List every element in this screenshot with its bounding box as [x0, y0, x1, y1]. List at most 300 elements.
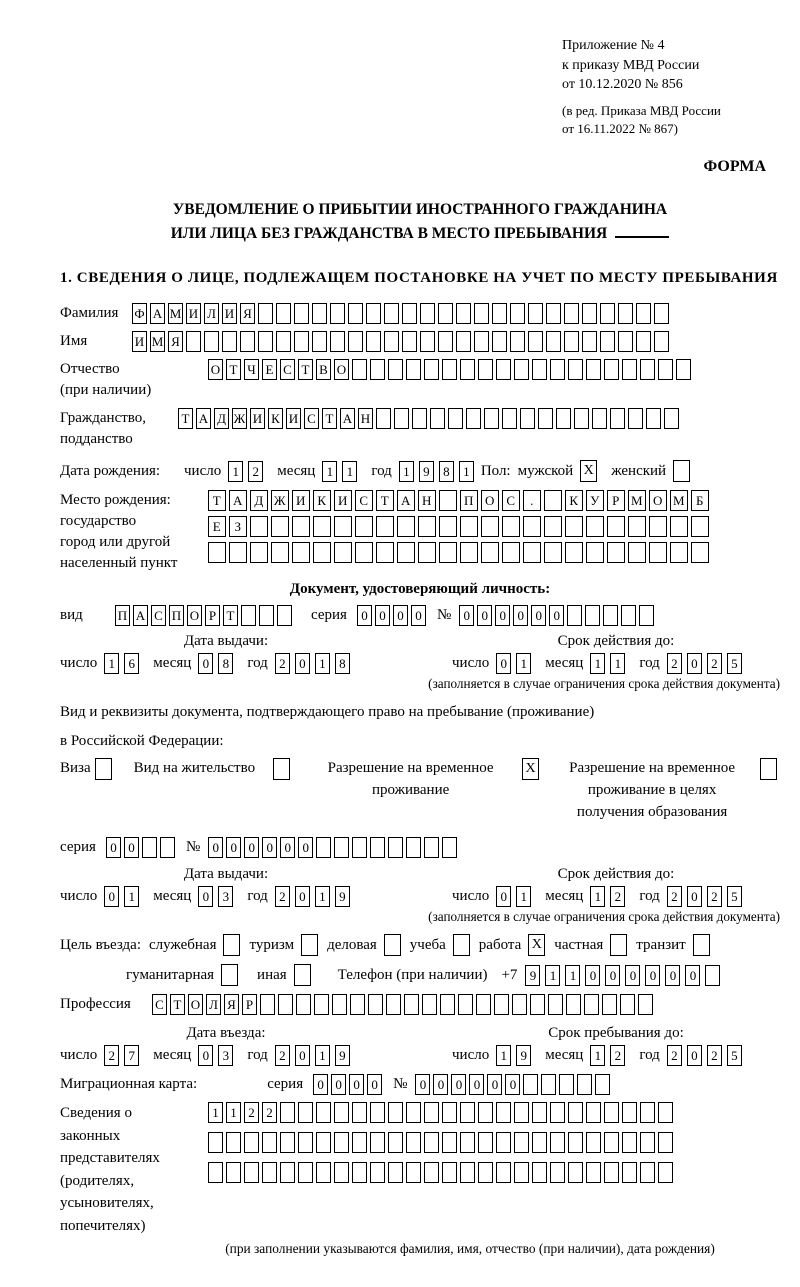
form-cell[interactable]: Л: [204, 303, 219, 324]
form-cell[interactable]: Р: [242, 994, 257, 1015]
form-cell[interactable]: [564, 331, 579, 352]
form-cell[interactable]: [240, 331, 255, 352]
form-cell[interactable]: 1: [226, 1102, 241, 1123]
form-cell[interactable]: [481, 542, 499, 563]
form-cell[interactable]: [484, 408, 499, 429]
form-cell[interactable]: [226, 1162, 241, 1183]
form-cell[interactable]: 3: [218, 1045, 233, 1066]
form-cell[interactable]: 0: [393, 605, 408, 626]
form-cell[interactable]: [460, 542, 478, 563]
form-cell[interactable]: 0: [298, 837, 313, 858]
form-cell[interactable]: 0: [124, 837, 139, 858]
purpose-transit-checkbox[interactable]: [693, 934, 710, 956]
form-cell[interactable]: [567, 605, 582, 626]
form-cell[interactable]: Н: [358, 408, 373, 429]
form-cell[interactable]: [502, 542, 520, 563]
form-cell[interactable]: [618, 303, 633, 324]
form-cell[interactable]: [330, 331, 345, 352]
form-cell[interactable]: [384, 331, 399, 352]
form-cell[interactable]: И: [292, 490, 310, 511]
form-cell[interactable]: [458, 994, 473, 1015]
form-cell[interactable]: 0: [208, 837, 223, 858]
form-cell[interactable]: 0: [198, 886, 213, 907]
form-cell[interactable]: [384, 303, 399, 324]
form-cell[interactable]: [514, 1132, 529, 1153]
form-cell[interactable]: [523, 542, 541, 563]
form-cell[interactable]: [397, 516, 415, 537]
form-cell[interactable]: [420, 331, 435, 352]
form-cell[interactable]: 0: [104, 886, 119, 907]
residence-permit-checkbox[interactable]: [273, 758, 290, 780]
form-cell[interactable]: [568, 359, 583, 380]
form-cell[interactable]: С: [151, 605, 166, 626]
form-cell[interactable]: [546, 331, 561, 352]
form-cell[interactable]: К: [313, 490, 331, 511]
form-cell[interactable]: 0: [585, 965, 600, 986]
form-cell[interactable]: [636, 331, 651, 352]
form-cell[interactable]: [296, 994, 311, 1015]
form-cell[interactable]: Р: [205, 605, 220, 626]
form-cell[interactable]: 2: [667, 653, 682, 674]
form-cell[interactable]: [260, 994, 275, 1015]
form-cell[interactable]: [334, 1132, 349, 1153]
form-cell[interactable]: [276, 303, 291, 324]
form-cell[interactable]: [640, 1102, 655, 1123]
form-cell[interactable]: 1: [590, 886, 605, 907]
form-cell[interactable]: 7: [124, 1045, 139, 1066]
form-cell[interactable]: [456, 331, 471, 352]
form-cell[interactable]: [559, 1074, 574, 1095]
form-cell[interactable]: [402, 331, 417, 352]
form-cell[interactable]: 0: [262, 837, 277, 858]
form-cell[interactable]: [670, 542, 688, 563]
form-cell[interactable]: [438, 303, 453, 324]
form-cell[interactable]: [460, 1132, 475, 1153]
form-cell[interactable]: [313, 542, 331, 563]
form-cell[interactable]: 1: [545, 965, 560, 986]
form-cell[interactable]: [438, 331, 453, 352]
form-cell[interactable]: [294, 331, 309, 352]
form-cell[interactable]: [386, 994, 401, 1015]
form-cell[interactable]: [316, 1162, 331, 1183]
form-cell[interactable]: [442, 1132, 457, 1153]
form-cell[interactable]: [404, 994, 419, 1015]
form-cell[interactable]: [334, 1162, 349, 1183]
form-cell[interactable]: [478, 1162, 493, 1183]
form-cell[interactable]: [298, 1102, 313, 1123]
form-cell[interactable]: А: [397, 490, 415, 511]
form-cell[interactable]: [496, 1132, 511, 1153]
form-cell[interactable]: [244, 1162, 259, 1183]
form-cell[interactable]: 1: [124, 886, 139, 907]
form-cell[interactable]: [638, 994, 653, 1015]
form-cell[interactable]: [532, 1132, 547, 1153]
form-cell[interactable]: [352, 1132, 367, 1153]
form-cell[interactable]: 0: [295, 1045, 310, 1066]
form-cell[interactable]: [278, 994, 293, 1015]
form-cell[interactable]: О: [481, 490, 499, 511]
form-cell[interactable]: 9: [516, 1045, 531, 1066]
form-cell[interactable]: [388, 1132, 403, 1153]
form-cell[interactable]: [604, 1132, 619, 1153]
form-cell[interactable]: [640, 359, 655, 380]
form-cell[interactable]: [628, 516, 646, 537]
form-cell[interactable]: [350, 994, 365, 1015]
form-cell[interactable]: [271, 542, 289, 563]
form-cell[interactable]: [600, 331, 615, 352]
form-cell[interactable]: [259, 605, 274, 626]
form-cell[interactable]: [439, 490, 457, 511]
form-cell[interactable]: [250, 542, 268, 563]
form-cell[interactable]: И: [334, 490, 352, 511]
form-cell[interactable]: 9: [525, 965, 540, 986]
form-cell[interactable]: [586, 359, 601, 380]
form-cell[interactable]: [523, 1074, 538, 1095]
form-cell[interactable]: С: [502, 490, 520, 511]
purpose-private-checkbox[interactable]: [610, 934, 627, 956]
form-cell[interactable]: [481, 516, 499, 537]
form-cell[interactable]: [532, 359, 547, 380]
form-cell[interactable]: [510, 303, 525, 324]
form-cell[interactable]: 0: [645, 965, 660, 986]
form-cell[interactable]: [262, 1132, 277, 1153]
form-cell[interactable]: 5: [727, 1045, 742, 1066]
form-cell[interactable]: [658, 1162, 673, 1183]
form-cell[interactable]: [208, 542, 226, 563]
form-cell[interactable]: [670, 516, 688, 537]
form-cell[interactable]: [332, 994, 347, 1015]
form-cell[interactable]: [241, 605, 256, 626]
form-cell[interactable]: [584, 994, 599, 1015]
form-cell[interactable]: [298, 1162, 313, 1183]
form-cell[interactable]: Я: [168, 331, 183, 352]
form-cell[interactable]: [566, 994, 581, 1015]
form-cell[interactable]: 1: [590, 653, 605, 674]
form-cell[interactable]: 9: [419, 461, 434, 482]
form-cell[interactable]: [640, 1162, 655, 1183]
form-cell[interactable]: [586, 1102, 601, 1123]
form-cell[interactable]: [430, 408, 445, 429]
form-cell[interactable]: [406, 1102, 421, 1123]
form-cell[interactable]: Д: [214, 408, 229, 429]
form-cell[interactable]: [604, 1102, 619, 1123]
form-cell[interactable]: 1: [565, 965, 580, 986]
form-cell[interactable]: [582, 303, 597, 324]
form-cell[interactable]: [348, 331, 363, 352]
form-cell[interactable]: [628, 542, 646, 563]
form-cell[interactable]: [298, 1132, 313, 1153]
form-cell[interactable]: [654, 331, 669, 352]
form-cell[interactable]: 1: [399, 461, 414, 482]
form-cell[interactable]: [502, 516, 520, 537]
purpose-business-checkbox[interactable]: [384, 934, 401, 956]
form-cell[interactable]: 2: [610, 1045, 625, 1066]
form-cell[interactable]: [550, 1132, 565, 1153]
form-cell[interactable]: 0: [549, 605, 564, 626]
form-cell[interactable]: [402, 303, 417, 324]
form-cell[interactable]: [313, 516, 331, 537]
form-cell[interactable]: 1: [516, 886, 531, 907]
form-cell[interactable]: Я: [224, 994, 239, 1015]
form-cell[interactable]: [622, 1162, 637, 1183]
form-cell[interactable]: 0: [605, 965, 620, 986]
form-cell[interactable]: [621, 605, 636, 626]
form-cell[interactable]: [478, 1132, 493, 1153]
form-cell[interactable]: [388, 359, 403, 380]
form-cell[interactable]: Е: [208, 516, 226, 537]
form-cell[interactable]: [460, 1162, 475, 1183]
form-cell[interactable]: И: [132, 331, 147, 352]
form-cell[interactable]: Р: [607, 490, 625, 511]
form-cell[interactable]: 2: [244, 1102, 259, 1123]
form-cell[interactable]: [620, 994, 635, 1015]
form-cell[interactable]: 1: [315, 653, 330, 674]
form-cell[interactable]: 6: [124, 653, 139, 674]
form-cell[interactable]: 2: [104, 1045, 119, 1066]
form-cell[interactable]: [394, 408, 409, 429]
form-cell[interactable]: [618, 331, 633, 352]
form-cell[interactable]: 2: [248, 461, 263, 482]
purpose-humanitarian-checkbox[interactable]: [221, 964, 238, 986]
form-cell[interactable]: [565, 542, 583, 563]
form-cell[interactable]: Ж: [271, 490, 289, 511]
form-cell[interactable]: 0: [415, 1074, 430, 1095]
form-cell[interactable]: 0: [433, 1074, 448, 1095]
form-cell[interactable]: Б: [691, 490, 709, 511]
form-cell[interactable]: О: [188, 994, 203, 1015]
form-cell[interactable]: 0: [496, 653, 511, 674]
form-cell[interactable]: [280, 1102, 295, 1123]
form-cell[interactable]: [466, 408, 481, 429]
form-cell[interactable]: [568, 1162, 583, 1183]
form-cell[interactable]: 0: [477, 605, 492, 626]
form-cell[interactable]: [334, 837, 349, 858]
purpose-study-checkbox[interactable]: [453, 934, 470, 956]
form-cell[interactable]: [226, 1132, 241, 1153]
form-cell[interactable]: [528, 331, 543, 352]
form-cell[interactable]: [602, 994, 617, 1015]
form-cell[interactable]: 5: [727, 886, 742, 907]
form-cell[interactable]: 3: [218, 886, 233, 907]
form-cell[interactable]: М: [628, 490, 646, 511]
form-cell[interactable]: [352, 837, 367, 858]
form-cell[interactable]: [544, 490, 562, 511]
form-cell[interactable]: [456, 303, 471, 324]
form-cell[interactable]: [654, 303, 669, 324]
form-cell[interactable]: [448, 408, 463, 429]
form-cell[interactable]: 0: [531, 605, 546, 626]
form-cell[interactable]: 9: [335, 1045, 350, 1066]
form-cell[interactable]: А: [229, 490, 247, 511]
form-cell[interactable]: [352, 359, 367, 380]
form-cell[interactable]: А: [196, 408, 211, 429]
form-cell[interactable]: 0: [469, 1074, 484, 1095]
form-cell[interactable]: [574, 408, 589, 429]
form-cell[interactable]: О: [208, 359, 223, 380]
form-cell[interactable]: И: [186, 303, 201, 324]
form-cell[interactable]: [397, 542, 415, 563]
form-cell[interactable]: 2: [707, 1045, 722, 1066]
form-cell[interactable]: [494, 994, 509, 1015]
form-cell[interactable]: [355, 542, 373, 563]
form-cell[interactable]: [276, 331, 291, 352]
form-cell[interactable]: [496, 1162, 511, 1183]
form-cell[interactable]: Ч: [244, 359, 259, 380]
form-cell[interactable]: [520, 408, 535, 429]
form-cell[interactable]: С: [280, 359, 295, 380]
female-checkbox[interactable]: [673, 460, 690, 482]
form-cell[interactable]: 8: [335, 653, 350, 674]
form-cell[interactable]: 2: [667, 1045, 682, 1066]
form-cell[interactable]: Т: [298, 359, 313, 380]
form-cell[interactable]: [492, 303, 507, 324]
form-cell[interactable]: 0: [687, 1045, 702, 1066]
form-cell[interactable]: Я: [240, 303, 255, 324]
form-cell[interactable]: [370, 359, 385, 380]
form-cell[interactable]: О: [334, 359, 349, 380]
form-cell[interactable]: П: [169, 605, 184, 626]
form-cell[interactable]: [474, 303, 489, 324]
form-cell[interactable]: [424, 1102, 439, 1123]
visa-checkbox[interactable]: [95, 758, 112, 780]
form-cell[interactable]: [258, 331, 273, 352]
form-cell[interactable]: [352, 1102, 367, 1123]
form-cell[interactable]: [440, 994, 455, 1015]
form-cell[interactable]: [628, 408, 643, 429]
form-cell[interactable]: Е: [262, 359, 277, 380]
form-cell[interactable]: [512, 994, 527, 1015]
form-cell[interactable]: [442, 837, 457, 858]
form-cell[interactable]: [294, 303, 309, 324]
form-cell[interactable]: [442, 359, 457, 380]
form-cell[interactable]: 0: [685, 965, 700, 986]
form-cell[interactable]: [622, 1132, 637, 1153]
form-cell[interactable]: [352, 1162, 367, 1183]
form-cell[interactable]: [388, 1162, 403, 1183]
form-cell[interactable]: [292, 542, 310, 563]
form-cell[interactable]: О: [187, 605, 202, 626]
form-cell[interactable]: [603, 605, 618, 626]
form-cell[interactable]: 2: [275, 886, 290, 907]
form-cell[interactable]: [607, 542, 625, 563]
form-cell[interactable]: 0: [349, 1074, 364, 1095]
form-cell[interactable]: З: [229, 516, 247, 537]
form-cell[interactable]: Т: [208, 490, 226, 511]
form-cell[interactable]: А: [133, 605, 148, 626]
form-cell[interactable]: [460, 516, 478, 537]
form-cell[interactable]: [640, 1132, 655, 1153]
form-cell[interactable]: 0: [295, 886, 310, 907]
form-cell[interactable]: [600, 303, 615, 324]
form-cell[interactable]: Д: [250, 490, 268, 511]
form-cell[interactable]: [514, 1162, 529, 1183]
form-cell[interactable]: .: [523, 490, 541, 511]
form-cell[interactable]: Ф: [132, 303, 147, 324]
form-cell[interactable]: [548, 994, 563, 1015]
form-cell[interactable]: [691, 516, 709, 537]
form-cell[interactable]: Т: [322, 408, 337, 429]
form-cell[interactable]: 0: [451, 1074, 466, 1095]
form-cell[interactable]: [280, 1132, 295, 1153]
form-cell[interactable]: [530, 994, 545, 1015]
form-cell[interactable]: [544, 516, 562, 537]
form-cell[interactable]: 0: [106, 837, 121, 858]
form-cell[interactable]: [366, 331, 381, 352]
form-cell[interactable]: [406, 359, 421, 380]
form-cell[interactable]: [476, 994, 491, 1015]
form-cell[interactable]: [550, 1102, 565, 1123]
form-cell[interactable]: [646, 408, 661, 429]
form-cell[interactable]: [186, 331, 201, 352]
form-cell[interactable]: [280, 1162, 295, 1183]
form-cell[interactable]: [528, 303, 543, 324]
form-cell[interactable]: 1: [315, 886, 330, 907]
form-cell[interactable]: 2: [275, 653, 290, 674]
form-cell[interactable]: 0: [505, 1074, 520, 1095]
form-cell[interactable]: [420, 303, 435, 324]
purpose-tourism-checkbox[interactable]: [301, 934, 318, 956]
form-cell[interactable]: [568, 1102, 583, 1123]
form-cell[interactable]: [208, 1132, 223, 1153]
form-cell[interactable]: 2: [707, 653, 722, 674]
form-cell[interactable]: Т: [170, 994, 185, 1015]
form-cell[interactable]: [556, 408, 571, 429]
form-cell[interactable]: [370, 1102, 385, 1123]
form-cell[interactable]: [439, 542, 457, 563]
form-cell[interactable]: [262, 1162, 277, 1183]
form-cell[interactable]: 8: [218, 653, 233, 674]
form-cell[interactable]: М: [168, 303, 183, 324]
form-cell[interactable]: 0: [367, 1074, 382, 1095]
form-cell[interactable]: [334, 542, 352, 563]
form-cell[interactable]: У: [586, 490, 604, 511]
form-cell[interactable]: О: [649, 490, 667, 511]
form-cell[interactable]: [585, 605, 600, 626]
form-cell[interactable]: 0: [459, 605, 474, 626]
form-cell[interactable]: [258, 303, 273, 324]
form-cell[interactable]: [442, 1102, 457, 1123]
form-cell[interactable]: 0: [295, 653, 310, 674]
form-cell[interactable]: [142, 837, 157, 858]
form-cell[interactable]: [546, 303, 561, 324]
form-cell[interactable]: 8: [439, 461, 454, 482]
form-cell[interactable]: 1: [104, 653, 119, 674]
form-cell[interactable]: 1: [315, 1045, 330, 1066]
form-cell[interactable]: [658, 359, 673, 380]
form-cell[interactable]: [532, 1102, 547, 1123]
form-cell[interactable]: [658, 1102, 673, 1123]
purpose-other-checkbox[interactable]: [294, 964, 311, 986]
form-cell[interactable]: 0: [495, 605, 510, 626]
form-cell[interactable]: [658, 1132, 673, 1153]
form-cell[interactable]: 0: [411, 605, 426, 626]
form-cell[interactable]: [604, 1162, 619, 1183]
form-cell[interactable]: [502, 408, 517, 429]
male-checkbox[interactable]: X: [580, 460, 597, 482]
form-cell[interactable]: [664, 408, 679, 429]
form-cell[interactable]: И: [222, 303, 237, 324]
title-blank-underline[interactable]: [615, 224, 669, 238]
form-cell[interactable]: [316, 837, 331, 858]
form-cell[interactable]: [532, 1162, 547, 1183]
purpose-official-checkbox[interactable]: [223, 934, 240, 956]
form-cell[interactable]: 0: [331, 1074, 346, 1095]
form-cell[interactable]: [312, 303, 327, 324]
form-cell[interactable]: [550, 1162, 565, 1183]
form-cell[interactable]: [406, 837, 421, 858]
form-cell[interactable]: А: [150, 303, 165, 324]
form-cell[interactable]: 0: [513, 605, 528, 626]
